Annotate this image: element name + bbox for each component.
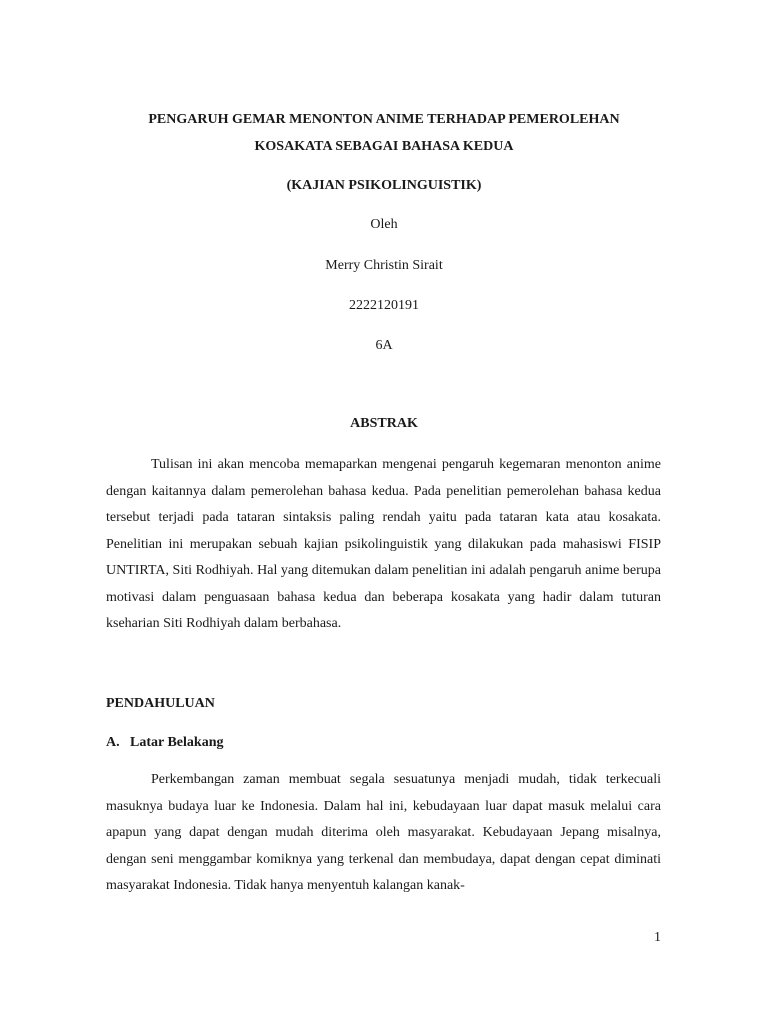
introduction-heading: PENDAHULUAN xyxy=(106,696,215,711)
by-label: Oleh xyxy=(370,217,398,232)
author-name: Merry Christin Sirait xyxy=(325,258,443,273)
title-line-2: KOSAKATA SEBAGAI BAHASA KEDUA xyxy=(254,139,514,154)
page-number: 1 xyxy=(654,930,661,945)
subtitle: (KAJIAN PSIKOLINGUISTIK) xyxy=(286,178,482,193)
section-title: Latar Belakang xyxy=(130,735,224,750)
section-heading xyxy=(106,734,223,752)
student-id: 2222120191 xyxy=(349,298,419,313)
abstract-heading: ABSTRAK xyxy=(350,416,418,431)
title-line-1: PENGARUH GEMAR MENONTON ANIME TERHADAP PEMEROLEHAN xyxy=(148,112,620,127)
introduction-paragraph: Perkembangan zaman membuat segala sesuatunya menjadi mudah, tidak terkecuali masuknya budaya luar ke Indonesia. Dalam hal ini, kebudayaan luar dapat masuk melalui cara apapun yang dapat dengan mudah diterima oleh masyarakat. Kebudayaan Jepang misalnya, dengan seni menggambar komiknya yang terkenal dan membudaya, dapat dengan cepat diminati masyarakat Indonesia. Tidak hanya menyentuh kalangan kanak- xyxy=(106,772,661,893)
abstract-paragraph: Tulisan ini akan mencoba memaparkan mengenai pengaruh kegemaran menonton anime dengan kaitannya dalam pemerolehan bahasa kedua. Pada penelitian pemerolehan bahasa kedua tersebut terjadi pada tataran sintaksis paling rendah yaitu pada tataran kata atau kosakata. Penelitian ini merupakan sebuah kajian psikolinguistik yang dilakukan pada mahasiswi FISIP UNTIRTA, Siti Rodhiyah. Hal yang ditemukan dalam penelitian ini adalah pengaruh anime berupa motivasi dalam penguasaan bahasa kedua dan beberapa kosakata yang hadir dalam tuturan kseharian Siti Rodhiyah dalam berbahasa. xyxy=(106,457,661,631)
class-label: 6A xyxy=(375,338,393,353)
section-number: A. xyxy=(106,735,120,750)
